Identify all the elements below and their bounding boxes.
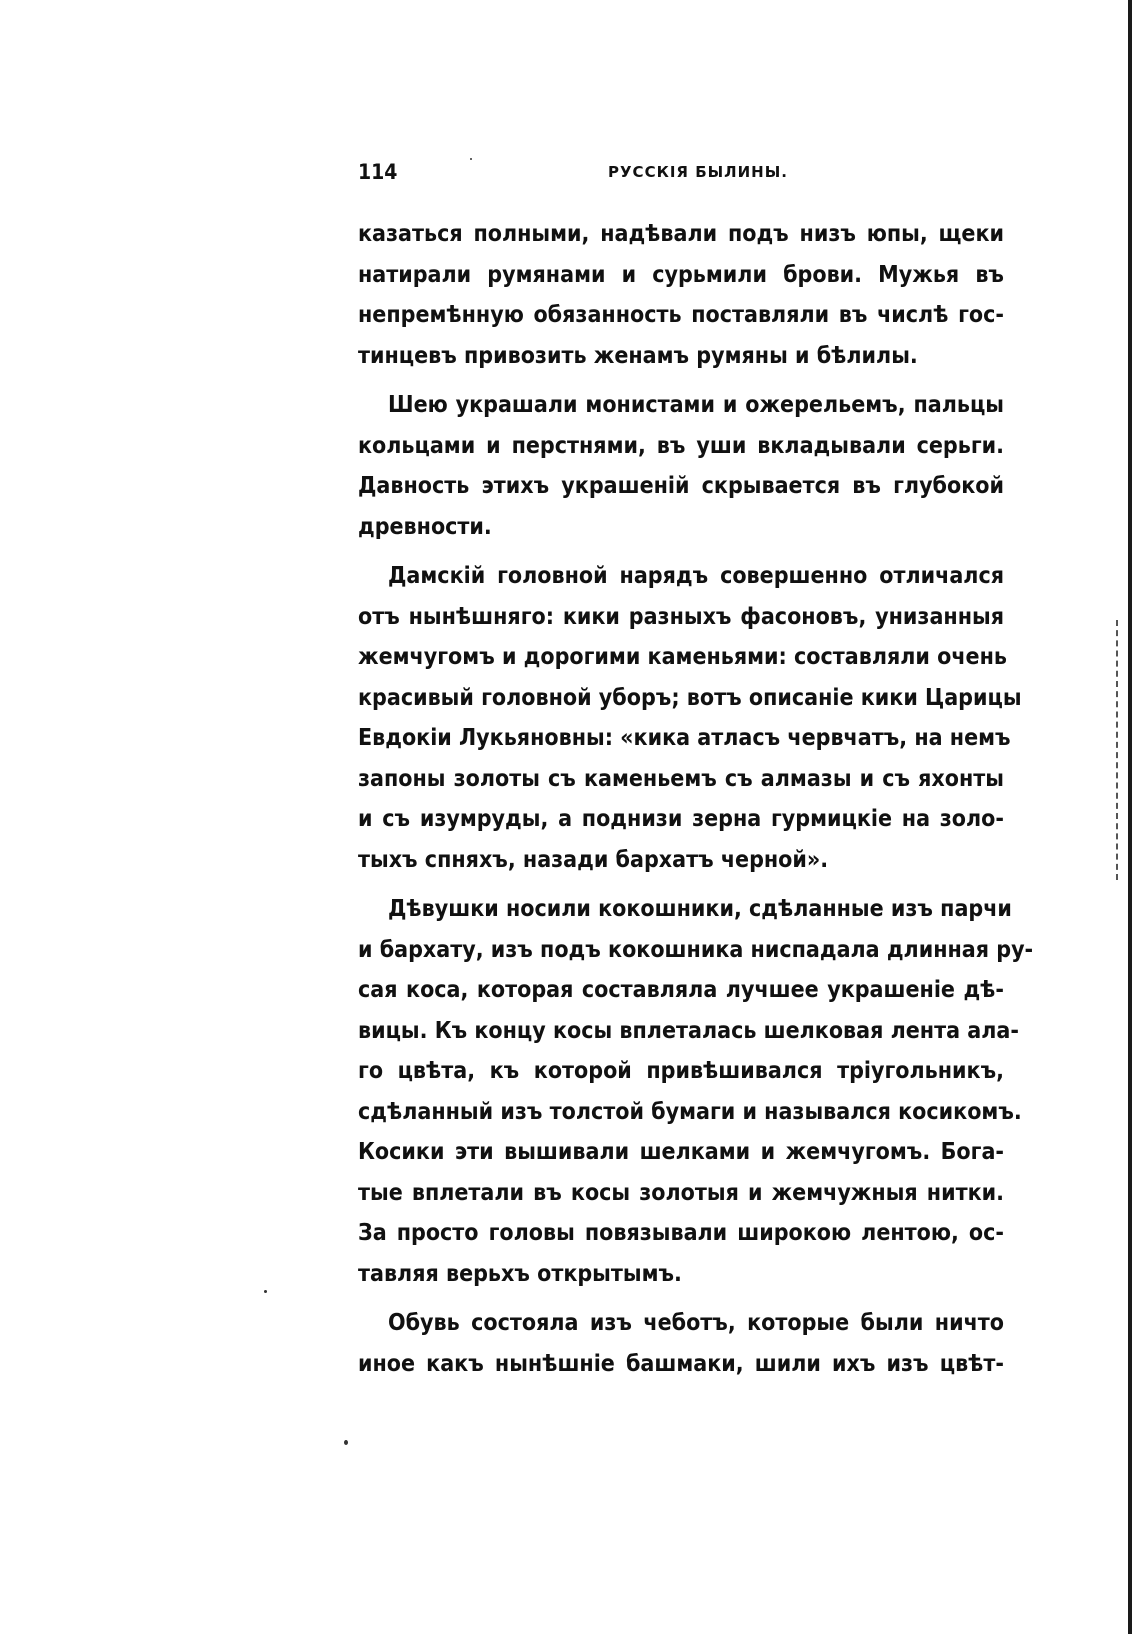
text-line: тые вплетали въ косы золотыя и жемчужныя нитки. [358,1179,1004,1206]
paragraph [358,214,1004,376]
text-line: Дѣвушки носили кокошники, сдѣланные изъ парчи [388,896,1012,922]
text-line: го цвѣта, къ которой привѣшивался тріугольникъ, [358,1058,1004,1084]
text-line: отъ нынѣшняго: кики разныхъ фасоновъ, унизанныя [358,603,1004,630]
text-line: натирали румянами и сурьмили брови. Мужья въ [358,261,1004,288]
text-line: жемчугомъ и дорогими каменьями: составляли очень [358,644,1007,670]
page-number: 114 [358,160,398,184]
text-line: Косики эти вышивали шелками и жемчугомъ. Бога- [358,1139,1004,1165]
page-edge [1128,0,1132,1634]
paragraph [358,556,1022,880]
text-line: тавляя верьхъ открытымъ. [358,1260,682,1287]
running-title: РУССКІЯ БЫЛИНЫ. [608,163,788,181]
scan-speck [264,1290,267,1293]
text-line: Шею украшали монистами и ожерельемъ, пальцы [388,392,1004,418]
text-line: древности. [358,513,492,540]
text-line: запоны золоты съ каменьемъ съ алмазы и съ яхонты [358,765,1004,792]
text-line: За просто головы повязывали широкою лентою, ос- [358,1220,1004,1246]
text-line: Дамскій головной нарядъ совершенно отличался [388,563,1004,589]
text-line: и съ изумруды, а поднизи зерна гурмицкіе на золо- [358,806,1004,832]
body-text [358,214,1034,1393]
text-line: непремѣнную обязанность поставляли въ числѣ гос- [358,302,1004,328]
text-line: Давность этихъ украшеній скрывается въ глубокой [358,473,1004,499]
text-line: казаться полными, надѣвали подъ низъ юпы, щеки [358,221,1004,247]
page-header [358,160,1004,200]
text-line: красивый головной уборъ; вотъ описаніе кики Царицы [358,684,1022,711]
text-line: сдѣланный изъ толстой бумаги и назывался косикомъ. [358,1098,1022,1125]
scan-speck [470,158,472,160]
text-line: иное какъ нынѣшніе башмаки, шили ихъ изъ цвѣт- [358,1350,1004,1377]
text-line: тыхъ спняхъ, назади бархатъ черной». [358,846,829,873]
text-line: кольцами и перстнями, въ уши вкладывали серьги. [358,432,1004,459]
paragraph [358,385,1004,547]
paragraph [358,889,1034,1294]
text-line: сая коса, которая составляла лучшее украшеніе дѣ- [358,977,1004,1003]
text-line: Евдокіи Лукьяновны: «кика атласъ червчатъ, на немъ [358,725,1011,751]
text-line: тинцевъ привозить женамъ румяны и бѣлилы. [358,342,918,369]
text-line: и бархату, изъ подъ кокошника ниспадала длинная ру- [358,936,1034,963]
text-line: Обувь состояла изъ чеботъ, которые были ничто [388,1310,1004,1336]
paragraph [358,1303,1004,1384]
page-edge-marks [1116,620,1124,880]
text-line: вицы. Къ концу косы вплеталась шелковая лента ала- [358,1017,1019,1044]
scan-speck [344,1440,348,1445]
